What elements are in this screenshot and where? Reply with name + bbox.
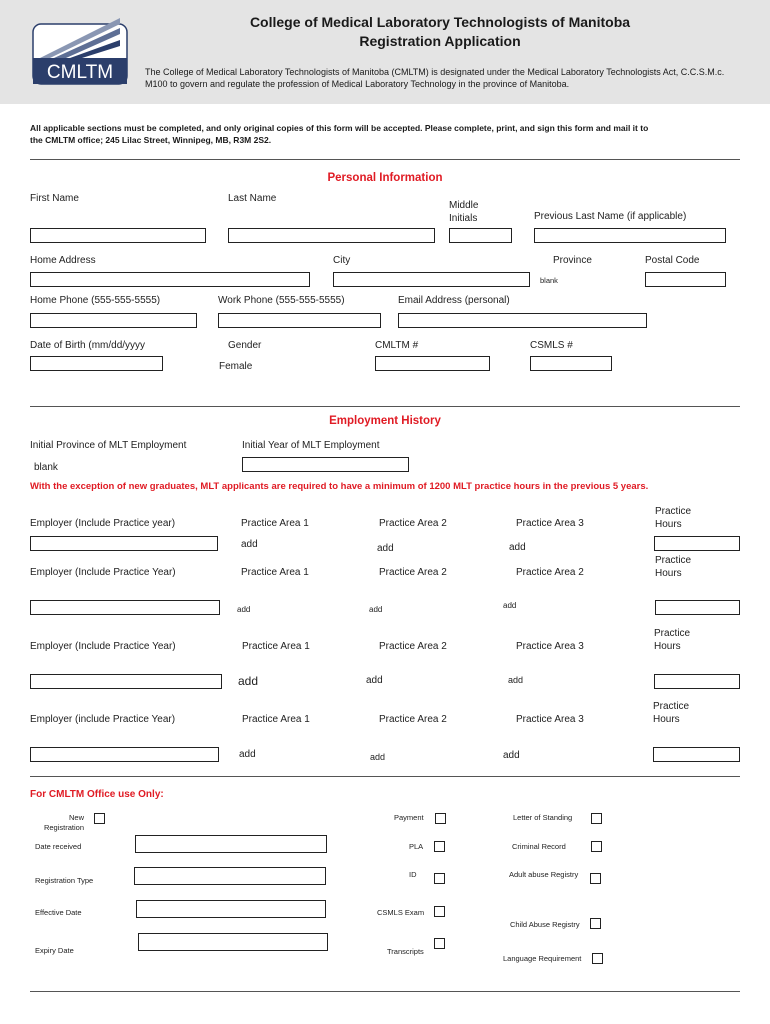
criminal-record-label: Criminal Record xyxy=(512,842,566,851)
divider xyxy=(30,991,740,992)
language-requirement-checkbox[interactable] xyxy=(592,953,603,964)
letter-of-standing-checkbox[interactable] xyxy=(591,813,602,824)
id-label: ID xyxy=(409,870,417,879)
home-phone-label: Home Phone (555-555-5555) xyxy=(30,295,161,306)
pla-checkbox[interactable] xyxy=(434,841,445,852)
employer-field[interactable] xyxy=(30,674,222,689)
cmltm-number-label: CMLTM # xyxy=(375,340,419,351)
practice-area-2-select[interactable]: add xyxy=(366,675,383,686)
city-label: City xyxy=(333,255,351,266)
gender-label: Gender xyxy=(228,340,262,351)
practice-hours-label: Practice Hours xyxy=(655,555,692,579)
employer-label: Employer (Include Practice Year) xyxy=(30,641,176,652)
practice-area-2-label: Practice Area 2 xyxy=(379,641,447,652)
practice-area-3-label: Practice Area 3 xyxy=(516,714,584,725)
csmls-number-label: CSMLS # xyxy=(530,340,573,351)
child-abuse-registry-checkbox[interactable] xyxy=(590,918,601,929)
practice-area-3-select[interactable]: add xyxy=(503,750,520,761)
home-address-label: Home Address xyxy=(30,255,96,266)
postal-code-label: Postal Code xyxy=(645,255,700,266)
employer-field[interactable] xyxy=(30,536,218,551)
practice-area-1-select[interactable]: add xyxy=(239,749,256,760)
practice-area-3-label: Practice Area 3 xyxy=(516,641,584,652)
first-name-field[interactable] xyxy=(30,228,206,243)
new-registration-checkbox[interactable] xyxy=(94,813,105,824)
practice-area-3-label: Practice Area 3 xyxy=(516,518,584,529)
dob-label: Date of Birth (mm/dd/yyyy xyxy=(30,340,146,351)
adult-abuse-registry-checkbox[interactable] xyxy=(590,873,601,884)
practice-hours-field[interactable] xyxy=(655,600,740,615)
practice-area-3-label: Practice Area 2 xyxy=(516,567,584,578)
effective-date-label: Effective Date xyxy=(35,908,82,917)
city-field[interactable] xyxy=(333,272,530,287)
practice-area-1-label: Practice Area 1 xyxy=(241,567,309,578)
last-name-label: Last Name xyxy=(228,193,277,204)
employer-field[interactable] xyxy=(30,600,220,615)
date-received-field[interactable] xyxy=(135,835,327,853)
previous-last-name-field[interactable] xyxy=(534,228,726,243)
practice-hours-label: Practice Hours xyxy=(653,701,690,725)
employer-field[interactable] xyxy=(30,747,219,762)
province-label: Province xyxy=(553,255,592,266)
employer-label: Employer (Include Practice Year) xyxy=(30,567,176,578)
previous-last-name-label: Previous Last Name (if applicable) xyxy=(534,211,687,222)
payment-label: Payment xyxy=(394,813,424,822)
transcripts-label: Transcripts xyxy=(387,947,424,956)
practice-area-2-select[interactable]: add xyxy=(370,752,386,762)
practice-area-1-label: Practice Area 1 xyxy=(241,518,309,529)
divider xyxy=(30,406,740,407)
province-select[interactable]: blank xyxy=(540,276,558,285)
registration-type-label: Registration Type xyxy=(35,876,94,885)
csmls-number-field[interactable] xyxy=(530,356,612,371)
email-label: Email Address (personal) xyxy=(398,295,510,306)
csmls-exam-label: CSMLS Exam xyxy=(377,908,425,917)
home-phone-field[interactable] xyxy=(30,313,197,328)
new-registration-label: New Registration xyxy=(43,813,84,832)
employer-label: Employer (Include Practice year) xyxy=(30,518,176,529)
practice-area-2-label: Practice Area 2 xyxy=(379,567,447,578)
practice-area-1-select[interactable]: add xyxy=(237,605,251,614)
initial-province-label: Initial Province of MLT Employment xyxy=(30,440,187,451)
practice-hours-field[interactable] xyxy=(653,747,740,762)
practice-area-2-label: Practice Area 2 xyxy=(379,714,447,725)
middle-initials-label: Middle Initials xyxy=(449,200,479,224)
work-phone-field[interactable] xyxy=(218,313,381,328)
dob-field[interactable] xyxy=(30,356,163,371)
cmltm-number-field[interactable] xyxy=(375,356,490,371)
practice-area-2-select[interactable]: add xyxy=(377,543,394,554)
letter-of-standing-label: Letter of Standing xyxy=(513,813,573,822)
cmltm-logo xyxy=(32,16,130,86)
postal-code-field[interactable] xyxy=(645,272,726,287)
practice-hours-label: Practice Hours xyxy=(654,628,691,652)
first-name-label: First Name xyxy=(30,193,79,204)
office-use-heading: For CMLTM Office use Only: xyxy=(30,789,164,800)
practice-area-2-label: Practice Area 2 xyxy=(379,518,447,529)
practice-area-1-select[interactable]: add xyxy=(241,539,258,550)
divider xyxy=(30,159,740,160)
criminal-record-checkbox[interactable] xyxy=(591,841,602,852)
expiry-date-label: Expiry Date xyxy=(35,946,74,955)
effective-date-field[interactable] xyxy=(136,900,326,918)
adult-abuse-registry-label: Adult abuse Registry xyxy=(509,870,579,879)
personal-info-heading: Personal Information xyxy=(327,172,443,184)
pla-label: PLA xyxy=(409,842,424,851)
child-abuse-registry-label: Child Abuse Registry xyxy=(510,920,580,929)
gender-select[interactable]: Female xyxy=(219,361,253,372)
svg-text:CMLTM: CMLTM xyxy=(46,62,114,83)
form-title: College of Medical Laboratory Technologists of Manitoba Registration Application xyxy=(249,14,631,49)
csmls-exam-checkbox[interactable] xyxy=(434,906,445,917)
practice-hours-field[interactable] xyxy=(654,674,740,689)
expiry-date-field[interactable] xyxy=(138,933,328,951)
employment-heading: Employment History xyxy=(329,415,441,427)
instructions: All applicable sections must be completed, and only original copies of this form will be accepted. Please complete, print, and sign this form and mail it to the CMLTM office; 245 Lilac Street, Winnipeg, MB, R3M 2S2. xyxy=(30,123,649,145)
employer-label: Employer (include Practice Year) xyxy=(30,714,176,725)
home-address-field[interactable] xyxy=(30,272,310,287)
work-phone-label: Work Phone (555-555-5555) xyxy=(218,295,345,306)
practice-hours-notice: With the exception of new graduates, MLT applicants are required to have a minimum of 1200 MLT practice hours in the previous 5 years. xyxy=(30,481,649,492)
initial-year-label: Initial Year of MLT Employment xyxy=(242,440,380,451)
id-checkbox[interactable] xyxy=(434,873,445,884)
practice-area-1-label: Practice Area 1 xyxy=(242,714,310,725)
language-requirement-label: Language Requirement xyxy=(503,954,582,963)
initial-year-field[interactable] xyxy=(242,457,409,472)
last-name-field[interactable] xyxy=(228,228,435,243)
registration-type-field[interactable] xyxy=(134,867,326,885)
practice-area-3-select[interactable]: add xyxy=(508,675,524,685)
practice-hours-field[interactable] xyxy=(654,536,740,551)
header-description: The College of Medical Laboratory Technologists of Manitoba (CMLTM) is designated under the Medical Laboratory Technologists Act, C.C.S.M.c. M100 to govern and regulate the profession of Medical Laboratory Technology in the province of Manitoba. xyxy=(145,67,725,89)
practice-area-2-select[interactable]: add xyxy=(369,605,383,614)
payment-checkbox[interactable] xyxy=(435,813,446,824)
date-received-label: Date received xyxy=(35,842,82,851)
transcripts-checkbox[interactable] xyxy=(434,938,445,949)
middle-initials-field[interactable] xyxy=(449,228,512,243)
practice-area-1-select[interactable]: add xyxy=(238,674,259,688)
practice-area-1-label: Practice Area 1 xyxy=(242,641,310,652)
practice-area-3-select[interactable]: add xyxy=(509,542,526,553)
initial-province-select[interactable]: blank xyxy=(34,462,58,473)
practice-area-3-select[interactable]: add xyxy=(503,601,517,610)
divider xyxy=(30,776,740,777)
practice-hours-label: Practice Hours xyxy=(655,506,692,530)
email-field[interactable] xyxy=(398,313,647,328)
